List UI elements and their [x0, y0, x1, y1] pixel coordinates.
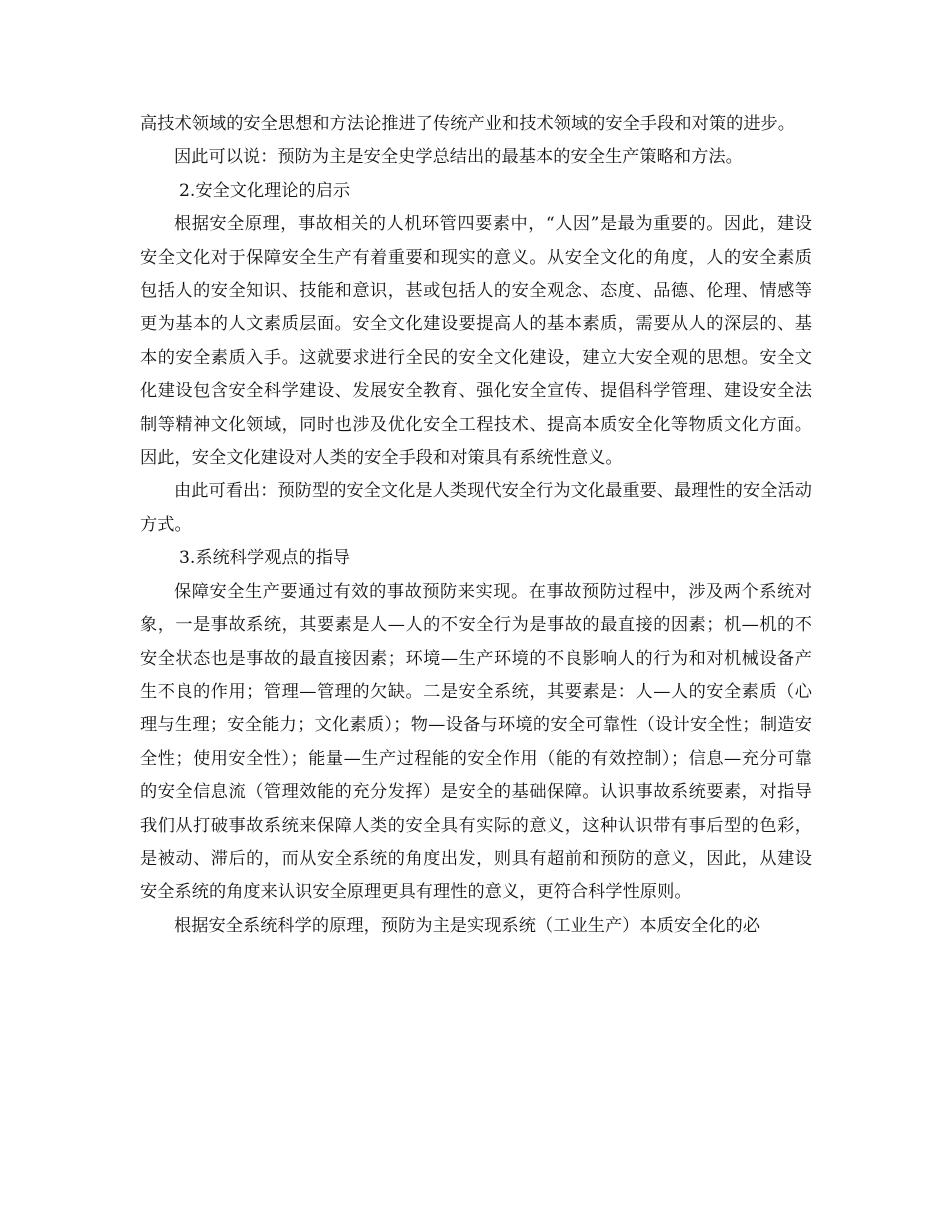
paragraph-conclusion-prevention: 因此可以说：预防为主是安全史学总结出的最基本的安全生产策略和方法。: [174, 147, 743, 168]
paragraph-continuation: 高技术领域的安全思想和方法论推进了传统产业和技术领域的安全手段和对策的进步。: [140, 114, 796, 134]
paragraph-system-principle: 根据安全系统科学的原理，预防为主是实现系统（工业生产）本质安全化的必: [174, 915, 761, 936]
section-heading-safety-culture: 2.安全文化理论的启示: [179, 180, 351, 201]
section-heading-system-science: 3.系统科学观点的指导: [179, 548, 351, 569]
paragraph-preventive-culture: 由此可看出：预防型的安全文化是人类现代安全行为文化最重要、最理性的安全活动方式。: [140, 481, 812, 535]
paragraph-system-science: 保障安全生产要通过有效的事故预防来实现。在事故预防过程中，涉及两个系统对象，一是事故系统，其要素是人—人的不安全行为是事故的最直接的因素；机—机的不安全状态也是事故的最直接因素；环境—生产环境的不良影响人的行为和对机械设备产生不良的作用；管理—管理的欠缺。二是安全系统，其要素是：人—人的安全素质（心理与生理；安全能力；文化素质）；物—设备与环境的安全可靠性（设计安全性；制造安全性；使用安全性）；能量—生产过程能的安全作用（能的有效控制）；信息—充分可靠的安全信息流（管理效能的充分发挥）是安全的基础保障。认识事故系统要素，对指导我们从打破事故系统来保障人类的安全具有实际的意义，这种认识带有事后型的色彩，是被动、滞后的，而从安全系统的角度出发，则具有超前和预防的意义，因此，从建设安全系统的角度来认识安全原理更具有理性的意义，更符合科学性原则。: [140, 581, 812, 903]
document-page: [140, 108, 812, 943]
paragraph-safety-culture: 根据安全原理，事故相关的人机环管四要素中，“人因”是最为重要的。因此，建设安全文化对于保障安全生产有着重要和现实的意义。从安全文化的角度，人的安全素质包括人的安全知识、技能和意识，甚或包括人的安全观念、态度、品德、伦理、情感等更为基本的人文素质层面。安全文化建设要提高人的基本素质，需要从人的深层的、基本的安全素质入手。这就要求进行全民的安全文化建设，建立大安全观的思想。安全文化建设包含安全科学建设、发展安全教育、强化安全宣传、提倡科学管理、建设安全法制等精神文化领域，同时也涉及优化安全工程技术、提高本质安全化等物质文化方面。因此，安全文化建设对人类的安全手段和对策具有系统性意义。: [140, 214, 812, 469]
